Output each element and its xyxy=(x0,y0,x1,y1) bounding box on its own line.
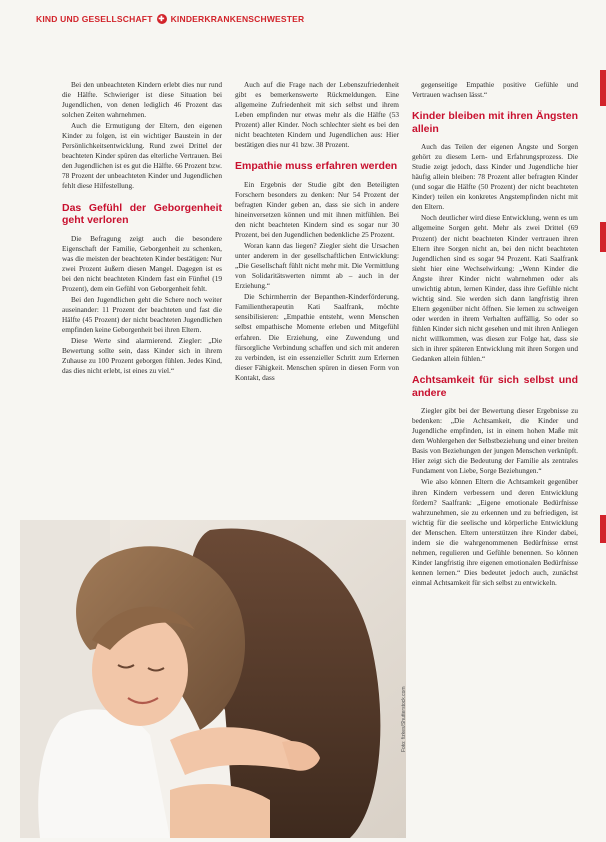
page-edge-marker xyxy=(600,222,606,252)
paragraph: Auch die Ermutigung der Eltern, den eigenen Kinder zu folgen, ist ein wichtiger Baustein in der Persönlichkeitsentwicklung. Rund zwei Drittel der beachteten Kinder spüren das elterliche Vertrauen. Bei den Jugendlichen ist es gut die Hälfte. 66 Prozent bzw. 78 Prozent der unbeachteten Kinder und Jugendlichen fehlt diese Hilfestellung. xyxy=(62,121,222,191)
running-header xyxy=(36,12,304,26)
page-edge-marker xyxy=(600,70,606,106)
paragraph: Noch deutlicher wird diese Entwicklung, wenn es um allgemeine Sorgen geht. Mehr als zwei Drittel (69 Prozent) der nicht beachteten Kinder vertrauen ihren Eltern ihre Sorgen nicht an, bei den nicht beachteten Jugendlichen sind es sogar 94 Prozent. Kati Saalfrank sieht hier eine Wechselwirkung: „Wenn Kinder die Ängste ihrer Kinder nicht wahrnehmen oder als unwichtig abtun, lernen Kinder, dass ihre Gefühle nicht wichtig sind. Sie werden sich dann langfristig ihren Eltern gegenüber nicht öffnen. Sie lernen zu schweigen oder werden in ihrem Verhalten auffällig. So oder so fühlen Kinder sich nicht gesehen und mit ihren Anliegen nicht willkommen, was diesen zur Folge hat, dass sie sich in ihrer späteren Entwicklung mit ihren Sorgen und Gedanken allein fühlen.“ xyxy=(412,213,578,364)
paragraph: Ein Ergebnis der Studie gibt den Beteiligten Forschern besonders zu denken: Nur 54 Prozent der befragten Kinder geben an, dass sie sich in andere hineinversetzen können und mit ihnen mitfühlen. Bei den nicht beachteten Kindern sind es sogar nur 30 Prozent, bei den Jugendlichen bedenkliche 25 Prozent. xyxy=(235,179,399,240)
paragraph: Die Schirmherrin der Bepanthen-Kinderförderung, Familientherapeutin Kati Saalfrank, möchte sensibilisieren: „Empathie entsteht, wenn Menschen selbst empathische Momente erleben und Mitgefühl erfahren. Die Erziehung, eine Zuwendung und fürsorgliche Verbindung schaffen und sich mit anderen zu verbinden, ist ein essenzieller Schritt zum Erlernen dieser Fähigkeit. Menschen spüren in diesen Form von Kontakt, dass xyxy=(235,292,399,382)
photo-credit: Foto: fizkes/Shutterstock.com xyxy=(401,686,407,752)
section-label: KIND UND GESELLSCHAFT xyxy=(36,14,153,24)
paragraph: Wie also können Eltern die Achtsamkeit gegenüber ihren Kindern verbessern und deren Entwicklung fördern? Saalfrank: „Eigene emotionale Bedürfnisse wahrzunehmen, sie zu erkennen und zu befriedigen, ist wichtig für die seelische und körperliche Entwicklung der Menschen. Eltern unterstützen ihre Kinder dabei, indem sie die wahrgenommenen Bedürfnisse ernst nehmen, regulieren und Gefühle benennen. So können Kinder langfristig ihre eigenen emotionalen Bedürfnisse kennen lernen.“ Dies bedeutet jedoch auch, zunächst einmal Achtsamkeit für sich selbst zu entwickeln. xyxy=(412,477,578,587)
section-heading: Achtsamkeit für sich selbst und andere xyxy=(412,374,578,399)
text-column-2 xyxy=(235,80,399,514)
topic-label: KINDERKRANKENSCHWESTER xyxy=(170,14,305,24)
section-heading: Kinder bleiben mit ihren Ängsten allein xyxy=(412,110,578,135)
hug-photo xyxy=(20,520,406,838)
text-column-3 xyxy=(412,80,578,820)
page-edge-marker xyxy=(600,515,606,543)
paragraph: Diese Werte sind alarmierend. Ziegler: „Die Bewertung sollte sein, dass Kinder sich in ihrem Zuhause zu 100 Prozent geborgen fühlen. Jedes Kind, das dies nicht erlebt, ist eines zu viel.“ xyxy=(62,335,222,376)
paragraph: Auch das Teilen der eigenen Ängste und Sorgen gehört zu diesem Lern- und Erfahrungsprozess. Die Studie zeigt jedoch, dass Kinder und Jugendliche hier häufig allein bleiben: 78 Prozent aller befragten Kinder (und sogar die Hälfte (50 Prozent) der nicht beachteten Kinder) teilen ein konkretes Angstempfinden nicht mit den Eltern. xyxy=(412,142,578,212)
paragraph: Woran kann das liegen? Ziegler sieht die Ursachen unter anderem in der gesellschaftlichen Entwicklung: „Die Gesellschaft fühlt nicht mehr mit. Die Vermittlung von Solidaritätswerten nimmt ab – auch in der Erziehung.“ xyxy=(235,241,399,291)
section-heading: Empathie muss erfahren werden xyxy=(235,160,398,173)
hug-illustration xyxy=(20,520,406,838)
kinderkrankenschwester-logo-icon: ✚ xyxy=(158,16,165,23)
text-column-1 xyxy=(62,80,222,482)
paragraph: Bei den Jugendlichen geht die Schere noch weiter auseinander: 11 Prozent der beachteten und fast die Hälfte (45 Prozent) der nicht beachteten Jugendlichen empfinden keine Geborgenheit bei ihren Eltern. xyxy=(62,294,222,334)
paragraph: Die Befragung zeigt auch die besondere Eigenschaft der Familie, Geborgenheit zu schenken, was die meisten der beachteten Kinder bestätigen: Nur zwei Prozent äußern diesen Mangel. Dagegen ist es bei den nicht beachteten Kindern fast ein Fünftel (19 Prozent), dem ein Gefühl von Geborgenheit fehlt. xyxy=(62,233,222,293)
paragraph: Ziegler gibt bei der Bewertung dieser Ergebnisse zu bedenken: „Die Achtsamkeit, die Kinder und Jugendliche empfinden, ist in einem hohen Maße mit dem Wohlergehen der Selbstbeziehung und einer breiten Basis von Beziehungen der jungen Menschen verknüpft. Hier zeigt sich die Bedeutung der Familie als zentrales Fundament von Liebe, Sorge Beziehungen.“ xyxy=(412,406,578,476)
paragraph: gegenseitige Empathie positive Gefühle und Vertrauen wachsen lässt.“ xyxy=(412,80,578,100)
section-heading: Das Gefühl der Geborgenheit geht verloren xyxy=(62,201,222,227)
paragraph: Auch auf die Frage nach der Lebenszufriedenheit gibt es bemerkenswerte Rückmeldungen. Eine allgemeine Zufriedenheit mit sich selbst und ihrem Leben empfinden nur etwas mehr als die Hälfte (53 Prozent) aller Kinder. Noch schlechter sieht es bei den nicht beachteten Kindern und Jugendlichen aus: Hier bestätigen dies nur 41 bzw. 38 Prozent. xyxy=(235,80,399,150)
paragraph: Bei den unbeachteten Kindern erlebt dies nur rund die Hälfte. Schwieriger ist diese Situation bei Jugendlichen, von denen lediglich 46 Prozent das solchen Zeiten wahrnehmen. xyxy=(62,80,222,120)
